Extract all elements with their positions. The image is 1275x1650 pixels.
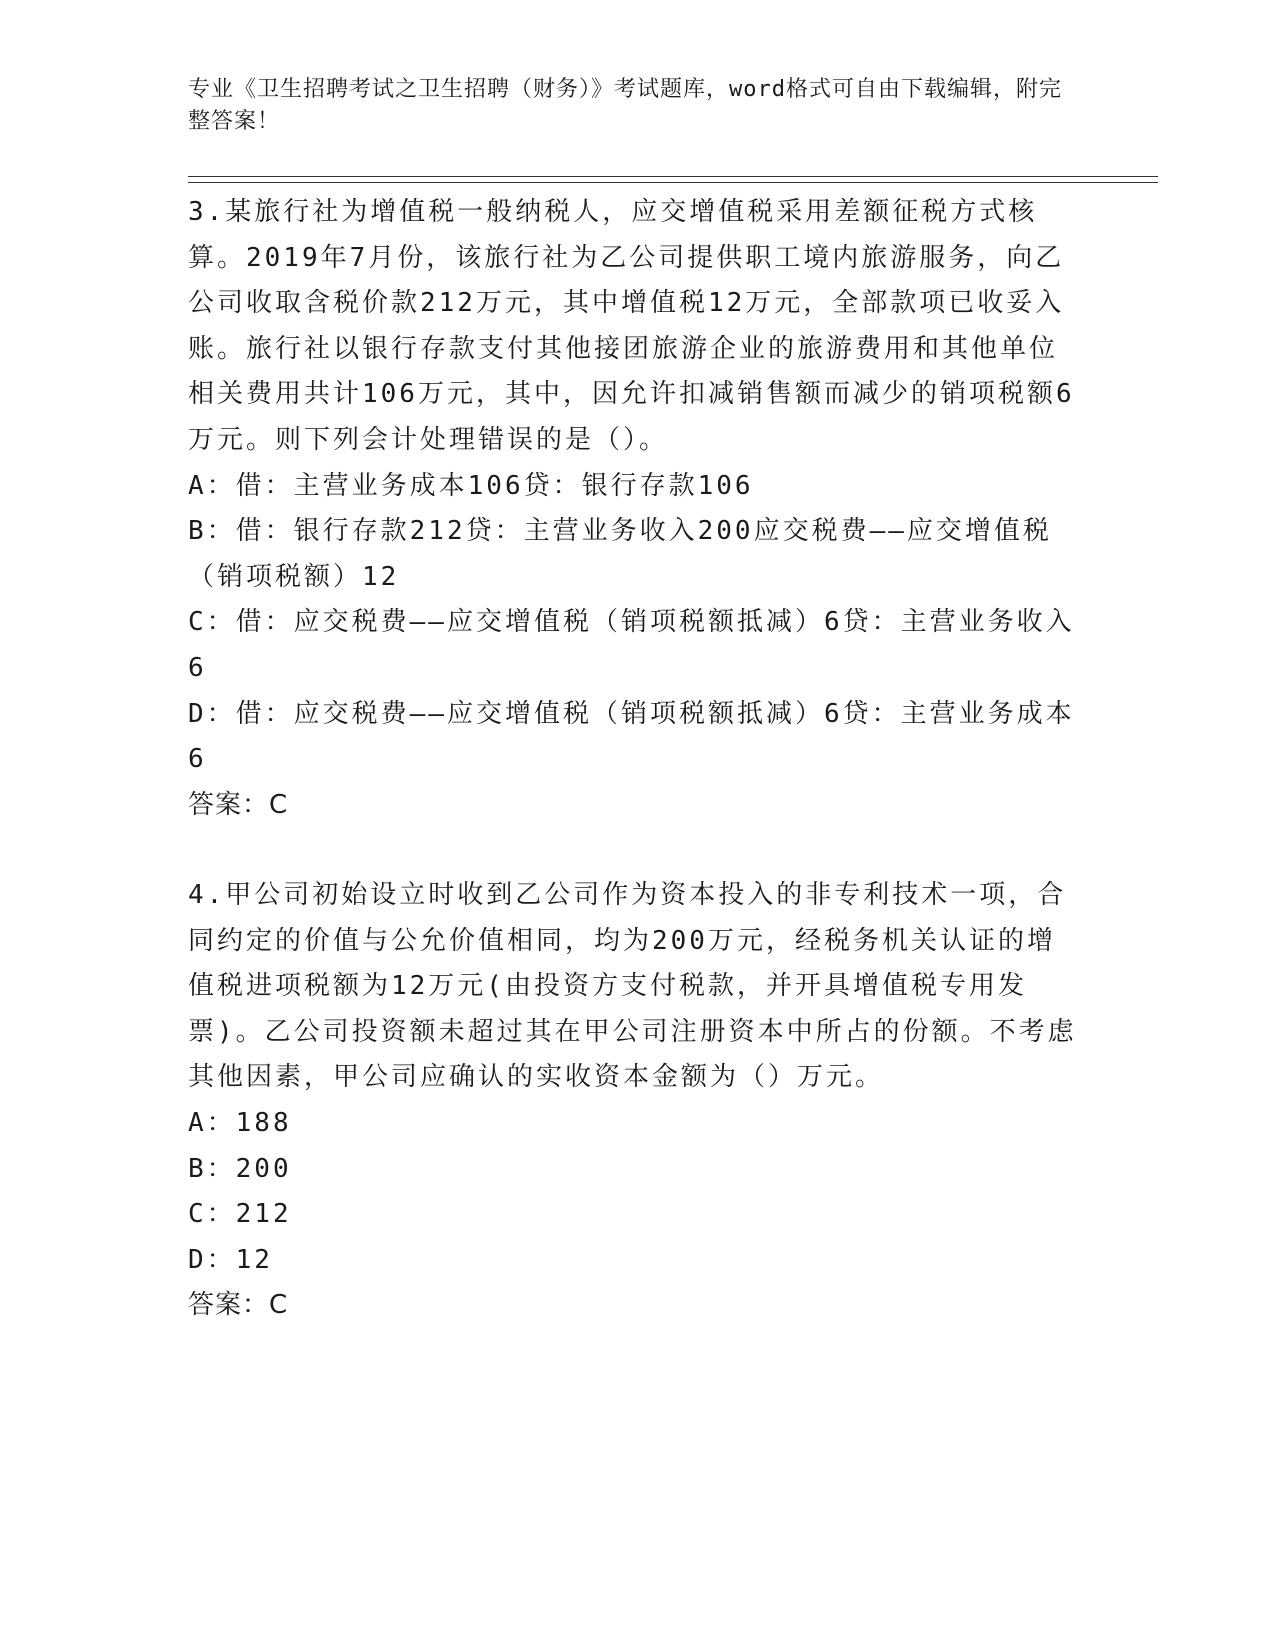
option-d: D：借：应交税费——应交增值税（销项税额抵减）6贷：主营业务成本6 — [188, 698, 1075, 775]
question-4 — [188, 873, 1078, 1329]
header-divider-bottom — [188, 182, 1158, 183]
option-b: B：200 — [188, 1153, 292, 1184]
option-a: A：借：主营业务成本106贷：银行存款106 — [188, 470, 754, 501]
question-stem: 3.某旅行社为增值税一般纳税人，应交增值税采用差额征税方式核算。2019年7月份，该旅行社为乙公司提供职工境内旅游服务，向乙公司收取含税价款212万元，其中增值税12万元，全部款项已收妥入账。旅行社以银行存款支付其他接团旅游企业的旅游费用和其他单位相关费用共计106万元，其中，因允许扣减销售额而减少的销项税额6万元。则下列会计处理错误的是（）。 — [188, 197, 1075, 455]
option-a: A：188 — [188, 1107, 292, 1138]
header-title: 专业《卫生招聘考试之卫生招聘（财务）》考试题库，word格式可自由下载编辑，附完整答案！ — [188, 77, 1062, 134]
option-c: C：212 — [188, 1199, 292, 1230]
option-d: D：12 — [188, 1244, 273, 1275]
option-b: B：借：银行存款212贷：主营业务收入200应交税费——应交增值税（销项税额）12 — [188, 516, 1052, 592]
option-c: C：借：应交税费——应交增值税（销项税额抵减）6贷：主营业务收入6 — [188, 607, 1075, 683]
page-header — [188, 74, 1068, 138]
question-3 — [188, 190, 1078, 828]
question-stem: 4.甲公司初始设立时收到乙公司作为资本投入的非专利技术一项，合同约定的价值与公允价值相同，均为200万元，经税务机关认证的增值税进项税额为12万元(由投资方支付税款，并开具增值税专用发票)。乙公司投资额未超过其在甲公司注册资本中所占的份额。不考虑其他因素，甲公司应确认的实收资本金额为（）万元。 — [188, 880, 1077, 1093]
answer-line: 答案：C — [188, 789, 289, 820]
answer-line: 答案：C — [188, 1290, 289, 1321]
header-divider-top — [188, 176, 1158, 177]
